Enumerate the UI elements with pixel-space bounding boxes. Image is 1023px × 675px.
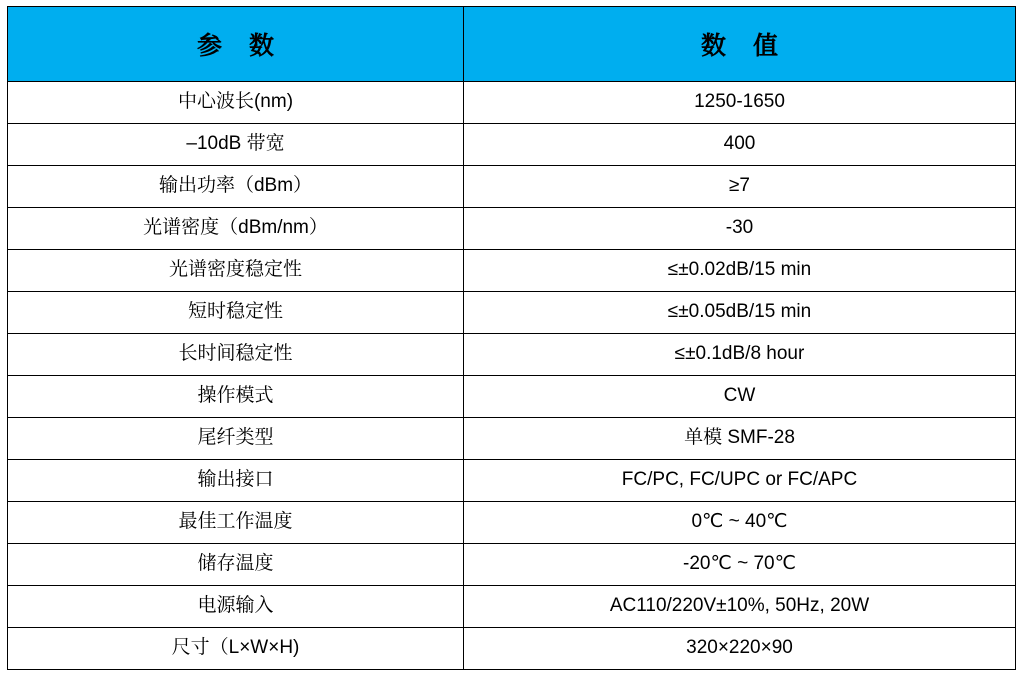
cell-value: 320×220×90 [464, 628, 1016, 670]
table-row [8, 460, 1016, 502]
table-row [8, 82, 1016, 124]
table-row [8, 376, 1016, 418]
table-row [8, 628, 1016, 670]
cell-parameter: 输出接口 [8, 460, 464, 502]
cell-value: CW [464, 376, 1016, 418]
cell-value: 单模 SMF-28 [464, 418, 1016, 460]
table-row [8, 166, 1016, 208]
cell-value: ≤±0.02dB/15 min [464, 250, 1016, 292]
cell-value: ≤±0.05dB/15 min [464, 292, 1016, 334]
cell-value: AC110/220V±10%, 50Hz, 20W [464, 586, 1016, 628]
cell-parameter: 最佳工作温度 [8, 502, 464, 544]
table-row [8, 586, 1016, 628]
table-row [8, 124, 1016, 166]
cell-value: 400 [464, 124, 1016, 166]
cell-parameter: 储存温度 [8, 544, 464, 586]
cell-parameter: 尺寸（L×W×H) [8, 628, 464, 670]
table-row [8, 250, 1016, 292]
column-header-parameter: 参 数 [8, 7, 464, 82]
cell-parameter: 光谱密度稳定性 [8, 250, 464, 292]
cell-value: FC/PC, FC/UPC or FC/APC [464, 460, 1016, 502]
table-row [8, 502, 1016, 544]
table-row [8, 292, 1016, 334]
cell-parameter: 长时间稳定性 [8, 334, 464, 376]
cell-value: 1250-1650 [464, 82, 1016, 124]
cell-value: -20℃ ~ 70℃ [464, 544, 1016, 586]
table-header-row [8, 7, 1016, 82]
cell-parameter: 中心波长(nm) [8, 82, 464, 124]
table-header [8, 7, 1016, 82]
cell-parameter: –10dB 带宽 [8, 124, 464, 166]
cell-parameter: 短时稳定性 [8, 292, 464, 334]
cell-parameter: 输出功率（dBm） [8, 166, 464, 208]
specification-table [7, 6, 1016, 670]
cell-value: ≥7 [464, 166, 1016, 208]
column-header-value: 数 值 [464, 7, 1016, 82]
cell-parameter: 光谱密度（dBm/nm） [8, 208, 464, 250]
table-row [8, 208, 1016, 250]
cell-parameter: 尾纤类型 [8, 418, 464, 460]
cell-value: ≤±0.1dB/8 hour [464, 334, 1016, 376]
table-body [8, 82, 1016, 670]
cell-parameter: 操作模式 [8, 376, 464, 418]
cell-value: 0℃ ~ 40℃ [464, 502, 1016, 544]
table-row [8, 334, 1016, 376]
table-row [8, 418, 1016, 460]
cell-parameter: 电源输入 [8, 586, 464, 628]
table-row [8, 544, 1016, 586]
cell-value: -30 [464, 208, 1016, 250]
